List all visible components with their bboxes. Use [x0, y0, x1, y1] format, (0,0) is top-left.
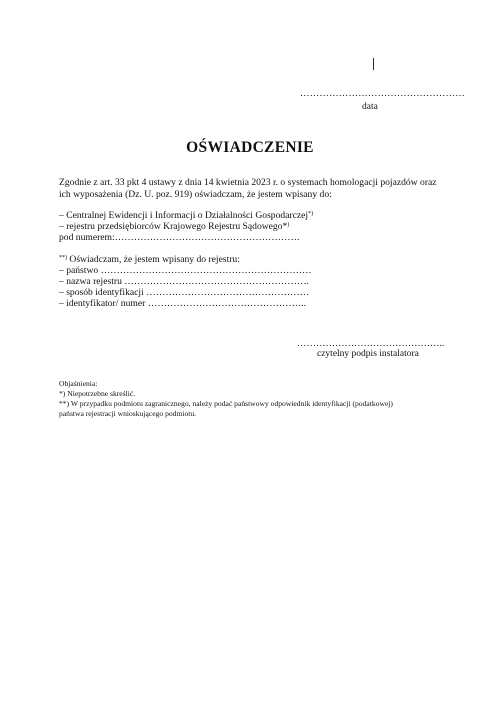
text-cursor — [373, 58, 374, 70]
foreign-field-country: – państwo ………………………………………………………… — [59, 265, 312, 276]
notes-heading: Objaśnienia: — [59, 379, 98, 388]
note-item: państwa rejestracji wnioskującego podmiotu. — [59, 409, 197, 418]
foreign-declaration-line — [59, 254, 240, 266]
signature-label: czytelny podpis instalatora — [317, 349, 419, 359]
note-item: **) W przypadku podmiotu zagranicznego, należy podać państwowy odpowiednik identyfikacji (podatkowej) — [59, 399, 393, 408]
foreign-field-identifier: – identyfikator/ numer ………………………………………….. — [59, 298, 307, 309]
foreign-declaration-text: Oświadczam, że jestem wpisany do rejestru: — [67, 254, 240, 265]
footnote-mark: ) — [287, 222, 290, 228]
date-placeholder-dots: …………………………………………… — [300, 89, 465, 99]
document-title: OŚWIADCZENIE — [186, 139, 314, 156]
register-ceidg-text: – Centralnej Ewidencji i Informacji o Działalności Gospodarczej — [59, 210, 309, 221]
footnote-mark: **) — [59, 255, 67, 261]
footnote-mark: *) — [308, 211, 314, 217]
register-ceidg-line — [59, 210, 313, 222]
foreign-field-identification-method: – sposób identyfikacji …………………………………………… — [59, 287, 310, 298]
register-number-line: pod numerem:…………………………………………………. — [59, 232, 300, 243]
date-label: data — [362, 102, 378, 112]
register-krs-line — [59, 221, 289, 233]
note-item: *) Niepotrzebne skreślić. — [59, 389, 136, 398]
signature-placeholder-dots: ……………………………………….. — [297, 339, 445, 349]
foreign-field-register-name: – nazwa rejestru …………………………………………………. — [59, 276, 309, 287]
register-krs-text: – rejestru przedsiębiorców Krajowego Rejestru Sądowego* — [59, 221, 288, 232]
intro-paragraph: Zgodnie z art. 33 pkt 4 ustawy z dnia 14 kwietnia 2023 r. o systemach homologacji pojazdów oraz ich wyposażenia (Dz. U. poz. 919) oświadczam, że jestem wpisany do: — [59, 177, 437, 200]
